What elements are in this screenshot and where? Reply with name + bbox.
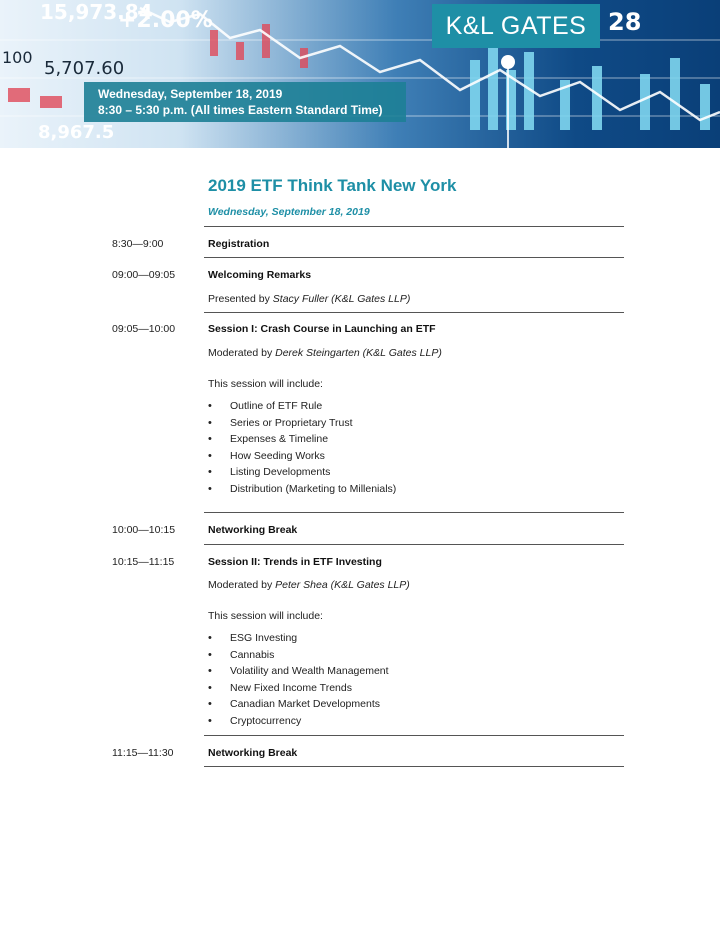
moderator-role: Moderated by bbox=[208, 579, 276, 591]
divider bbox=[204, 257, 624, 258]
presenter-role: Presented by bbox=[208, 293, 273, 305]
presenter-name: Stacy Fuller (K&L Gates LLP) bbox=[272, 293, 411, 305]
agenda-heading: Registration bbox=[208, 238, 270, 250]
list-item: • Outline of ETF Rule bbox=[208, 398, 396, 415]
logo-text: K&L GATES bbox=[445, 11, 587, 40]
moderator-name: Peter Shea (K&L Gates LLP) bbox=[275, 579, 410, 591]
banner-number: 100 bbox=[2, 48, 33, 67]
divider bbox=[204, 312, 624, 313]
list-item: • ESG Investing bbox=[208, 630, 389, 647]
list-item: • Distribution (Marketing to Millenials) bbox=[208, 481, 396, 498]
agenda-time: 8:30—9:00 bbox=[112, 238, 164, 250]
list-item: • Cannabis bbox=[208, 647, 389, 664]
divider bbox=[204, 512, 624, 513]
divider bbox=[204, 766, 624, 767]
banner-number: 28 bbox=[608, 8, 642, 36]
agenda-heading: Networking Break bbox=[208, 524, 298, 536]
list-item: • Cryptocurrency bbox=[208, 713, 389, 730]
agenda-time: 09:05—10:00 bbox=[112, 323, 176, 335]
banner-number: 5,707.60 bbox=[44, 58, 125, 79]
list-item: • Series or Proprietary Trust bbox=[208, 415, 396, 432]
list-item: • Listing Developments bbox=[208, 464, 396, 481]
agenda-time: 09:00—09:05 bbox=[112, 269, 176, 281]
agenda-heading: Welcoming Remarks bbox=[208, 269, 312, 281]
header-banner bbox=[0, 0, 720, 148]
event-hours: 8:30 – 5:30 p.m. (All times Eastern Standard Time) bbox=[98, 103, 383, 117]
topic-list bbox=[208, 398, 396, 497]
list-item: • How Seeding Works bbox=[208, 448, 396, 465]
list-item: • New Fixed Income Trends bbox=[208, 680, 389, 697]
moderator-line bbox=[208, 347, 442, 359]
agenda-heading: Session I: Crash Course in Launching an ETF bbox=[208, 323, 436, 335]
page-title: 2019 ETF Think Tank New York bbox=[208, 176, 457, 195]
banner-number: +2.00% bbox=[118, 8, 213, 33]
agenda-heading: Networking Break bbox=[208, 747, 298, 759]
list-item: • Expenses & Timeline bbox=[208, 431, 396, 448]
divider bbox=[204, 544, 624, 545]
session-include-label: This session will include: bbox=[208, 378, 323, 390]
moderator-name: Derek Steingarten (K&L Gates LLP) bbox=[275, 347, 442, 359]
agenda-time: 10:15—11:15 bbox=[112, 556, 175, 568]
event-date: Wednesday, September 18, 2019 bbox=[98, 87, 283, 101]
presenter-line bbox=[208, 293, 410, 305]
moderator-role: Moderated by bbox=[208, 347, 276, 359]
agenda-time: 10:00—10:15 bbox=[112, 524, 176, 536]
divider bbox=[204, 226, 624, 227]
topic-list bbox=[208, 630, 389, 729]
list-item: • Volatility and Wealth Management bbox=[208, 663, 389, 680]
moderator-line bbox=[208, 579, 410, 591]
banner-number: 8,967.5 bbox=[38, 122, 115, 143]
banner-number: 15,973.84 bbox=[40, 0, 153, 24]
event-date-box bbox=[84, 82, 406, 122]
page-subtitle: Wednesday, September 18, 2019 bbox=[208, 206, 370, 218]
session-include-label: This session will include: bbox=[208, 610, 323, 622]
agenda-heading: Session II: Trends in ETF Investing bbox=[208, 556, 382, 568]
agenda-time: 11:15—11:30 bbox=[112, 747, 174, 759]
list-item: • Canadian Market Developments bbox=[208, 696, 389, 713]
company-logo bbox=[432, 4, 600, 48]
divider bbox=[204, 735, 624, 736]
